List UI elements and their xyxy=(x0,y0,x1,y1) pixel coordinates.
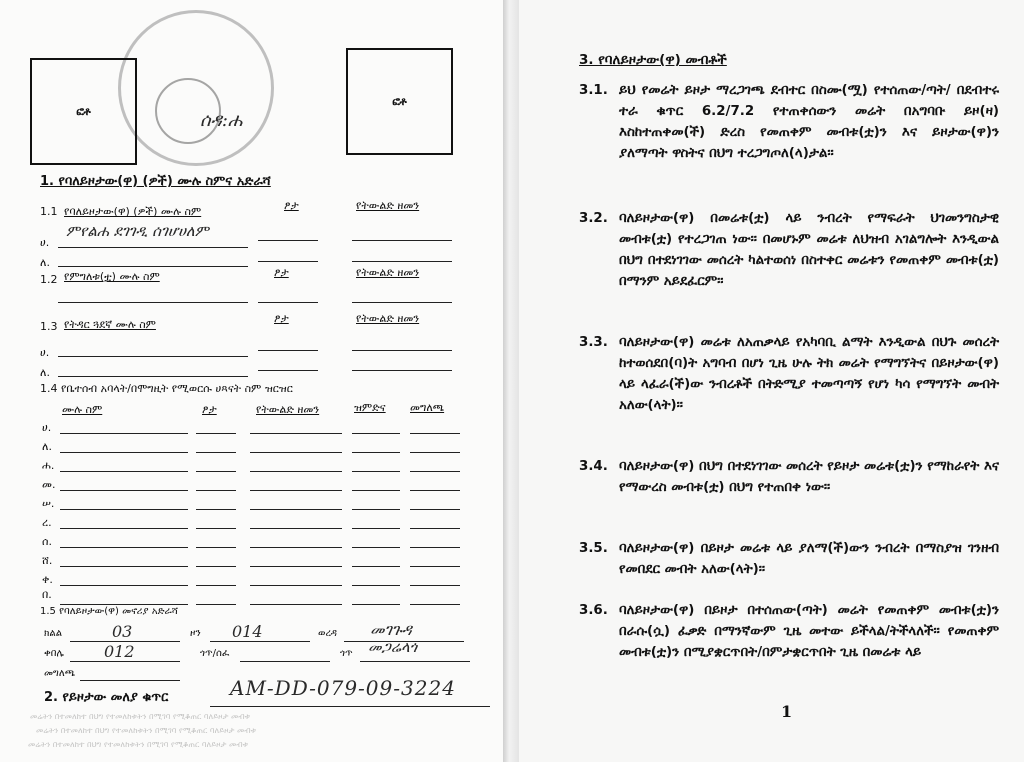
field-line xyxy=(352,261,452,262)
kebele-value: 012 xyxy=(104,642,135,661)
s13-title: የትዳር ጓደኛ ሙሉ ስም xyxy=(64,318,156,331)
family-table-line xyxy=(410,490,460,491)
book-gutter xyxy=(503,0,519,762)
family-table-line xyxy=(410,433,460,434)
family-table-line xyxy=(196,471,236,472)
item-text: ባለይዞታው(ዋ) በይዞታ መሬቱ ላይ ያለማ(ች)ውን ንብረት በማስያዝ ገንዘብ የመበደር መብት አለው(ላት)፡፡ xyxy=(619,541,999,577)
photo-label: ፎቶ xyxy=(76,104,91,118)
photo-box-2 xyxy=(346,48,453,155)
s13-col-sex: ፆታ xyxy=(274,312,289,325)
s14-row-label: ሠ. xyxy=(42,497,55,510)
s14-row-label: ቀ. xyxy=(42,573,53,586)
field-line xyxy=(58,356,248,357)
item-number: 3.2. xyxy=(579,211,608,226)
phone-label: መግለጫ xyxy=(44,668,75,679)
family-table-line xyxy=(60,528,188,529)
family-table-line xyxy=(410,452,460,453)
family-table-line xyxy=(410,471,460,472)
field-line xyxy=(258,240,318,241)
item-text: ባለይዞታው(ዋ) መሬቱ ለአጠቃላይ የአካባቢ ልማት እንዲውል በህጉ መሰረት ከተወሰደበ(ባ)ት አግባብ በሆነ ጊዜ ሁሉ ትክ መሬት የማግኘትና በይዞታው(ዋ) ላይ ላፈራ(ች)ው ንብረቶች በትድሚያ ተመጣጣኝ የሆነ ካሳ የማግኘት መብት አለው(ላት)፡፡ xyxy=(619,335,999,413)
field-line xyxy=(352,350,452,351)
s14-col-remark: መግለጫ xyxy=(410,401,445,414)
family-table-line xyxy=(60,547,188,548)
field-line xyxy=(258,261,318,262)
field-line xyxy=(352,302,452,303)
woreda-value: መገጉዳ xyxy=(370,620,412,639)
right-page xyxy=(519,0,1024,762)
field-line xyxy=(58,247,248,248)
family-table-line xyxy=(250,471,342,472)
family-table-line xyxy=(196,566,236,567)
page-number: 1 xyxy=(781,702,793,721)
family-table-line xyxy=(352,566,400,567)
family-table-line xyxy=(60,566,188,567)
family-table-line xyxy=(196,509,236,510)
s11-col-year: የትውልድ ዘመን xyxy=(356,199,420,212)
s15-title: 1.5 የባለይዞታው(ዋ) መኖሪያ አድራሻ xyxy=(40,606,178,617)
field-line xyxy=(360,661,470,662)
field-line xyxy=(58,266,248,267)
family-table-line xyxy=(196,452,236,453)
s14-row-label: ረ. xyxy=(42,516,52,529)
rights-item xyxy=(579,332,999,416)
family-table-line xyxy=(60,452,188,453)
family-table-line xyxy=(250,452,342,453)
family-table-line xyxy=(60,471,188,472)
s11-row-label: ሀ. xyxy=(40,236,50,249)
s14-row-label: ለ. xyxy=(42,440,52,453)
family-table-line xyxy=(250,604,342,605)
field-line xyxy=(258,370,318,371)
family-table-line xyxy=(196,604,236,605)
field-line xyxy=(58,376,248,377)
family-table-line xyxy=(352,433,400,434)
family-table-line xyxy=(352,509,400,510)
field-line xyxy=(80,680,180,681)
family-table-line xyxy=(250,509,342,510)
family-table-line xyxy=(60,604,188,605)
item-text: ባለይዞታው(ዋ) በመሬቱ(ቷ) ላይ ንብረት የማፍራት ህገመንግስታዊ መብቱ(ቷ) የተረጋገጠ ነው፡፡ በመሆኑም መሬቱ ለህዝብ አገልግሎት እንዲውል በህግ በተደነገገው መሰረት ካልተወሰነ በስተቀር መሬቱን የመጠቀም መብቱ(ቷ) በማንም አይደፈርም፡፡ xyxy=(619,211,999,289)
family-table-line xyxy=(410,509,460,510)
s14-col-year: የትውልድ ዘመን xyxy=(256,403,320,416)
woreda-label: ወረዳ xyxy=(318,628,337,639)
item-text: ባለይዞታው(ዋ) በይዞታ በተሰጠው(ጣት) መሬት የመጠቀም መብቱ(ቷ)ን በራሱ(ሷ) ፈቃድ በማንኛውም ጊዜ መተው ይችላል/ትችላለች፡፡ የመጠቀም መብቱ(ቷ)ን በሚያቋርጥበት/በምታቋርጥበት ጊዜ በመሬቱ ላይ xyxy=(619,603,999,660)
section3-title: 3. የባለይዞታው(ዋ) መብቶች xyxy=(579,52,727,68)
bleed-text: መሬትን በተመለከተ በህግ የተመለከቱትን በሚገባ የሚቆጠር ባለይዞታ መብቱ xyxy=(30,712,250,721)
s12-num: 1.2 xyxy=(40,273,58,286)
s12-title: የምግለቱ(ቷ) ሙሉ ስም xyxy=(64,270,160,283)
parcel-id-handwritten: AM-DD-079-09-3224 xyxy=(230,676,456,700)
field-line xyxy=(70,661,180,662)
rights-item xyxy=(579,456,999,498)
item-number: 3.4. xyxy=(579,459,608,474)
s11-num: 1.1 xyxy=(40,205,58,218)
field-line xyxy=(352,240,452,241)
family-table-line xyxy=(196,585,236,586)
field-line xyxy=(352,370,452,371)
family-table-line xyxy=(410,566,460,567)
family-table-line xyxy=(196,547,236,548)
family-table-line xyxy=(410,604,460,605)
item-number: 3.5. xyxy=(579,541,608,556)
family-table-line xyxy=(410,528,460,529)
family-table-line xyxy=(352,604,400,605)
bleed-text: መሬትን በተመለከተ በህግ የተመለከቱትን በሚገባ የሚቆጠር ባለይዞታ መብቱ xyxy=(28,740,248,749)
field-line xyxy=(258,350,318,351)
s11-row-label: ለ. xyxy=(40,256,50,269)
family-table-line xyxy=(250,566,342,567)
family-table-line xyxy=(352,528,400,529)
s14-col-relation: ዝምድና xyxy=(354,401,386,414)
field-line xyxy=(210,641,310,642)
rights-item xyxy=(579,600,999,663)
holder-name-handwritten: ምየልሐ ደገገዲ ሰገሆሀለም xyxy=(66,222,209,240)
section1-title: 1. የባለይዞታው(ዋ) (ዎች) ሙሉ ስምና አድራሻ xyxy=(40,174,271,189)
family-table-line xyxy=(352,452,400,453)
region-label: ክልል xyxy=(44,628,63,639)
family-table-line xyxy=(60,490,188,491)
bleed-text: መሬትን በተመለከተ በህግ የተመለከቱትን በሚገባ የሚቆጠር ባለይዞታ መብቱ xyxy=(36,726,256,735)
rights-item xyxy=(579,80,999,164)
got-label: ጎጥ/ሰፈ xyxy=(200,648,230,659)
s14-row-label: በ. xyxy=(42,588,52,601)
s14-row-label: ሰ. xyxy=(42,535,52,548)
item-text: ይህ የመሬት ይዞታ ማረጋገጫ ደብተር በስሙ(ሟ) የተሰጠው/ጣት/ በደብተሩ ተራ ቁጥር 6.2/7.2 የተጠቀሰውን መሬት በአግባቡ ይዞ(ዛ) እስከተጠቀመ(ች) ድረስ የመጠቀም መብቱ(ቷ)ን እና ይዞታው(ዋ)ን ያለማጣት ዋስትና በህግ ተረጋግጦለ(ላ)ታል፡፡ xyxy=(619,83,999,161)
family-table-line xyxy=(60,585,188,586)
section2-label: 2. የይዞታው መለያ ቁጥር xyxy=(44,690,169,705)
s14-row-label: ሸ. xyxy=(42,554,53,567)
s11-col-sex: ፆታ xyxy=(284,199,299,212)
family-table-line xyxy=(352,490,400,491)
photo-box-1 xyxy=(30,58,137,165)
kebele-label: ቀበሌ xyxy=(44,648,64,659)
item-number: 3.6. xyxy=(579,603,608,618)
item-number: 3.3. xyxy=(579,335,608,350)
s12-col-sex: ፆታ xyxy=(274,266,289,279)
family-table-line xyxy=(352,471,400,472)
item-text: ባለይዞታው(ዋ) በህግ በተደነገገው መሰረት የይዞታ መሬቱ(ቷ)ን የማከራየት እና የማውረስ መብቱ(ቷ) በህግ የተጠበቀ ነው፡፡ xyxy=(619,459,999,495)
s13-num: 1.3 xyxy=(40,320,58,333)
family-table-line xyxy=(60,433,188,434)
left-page xyxy=(0,0,503,762)
family-table-line xyxy=(250,433,342,434)
s14-col-sex: ፆታ xyxy=(202,403,217,416)
family-table-line xyxy=(250,528,342,529)
s13-row-label: ለ. xyxy=(40,366,50,379)
s14-row-label: መ. xyxy=(42,478,56,491)
family-table-line xyxy=(352,585,400,586)
rights-item xyxy=(579,538,999,580)
s14-row-label: ሀ. xyxy=(42,421,52,434)
field-line xyxy=(58,302,248,303)
region-value: 03 xyxy=(112,622,133,641)
house-value: መጋሬላጎ xyxy=(368,638,418,656)
family-table-line xyxy=(196,433,236,434)
family-table-line xyxy=(196,528,236,529)
family-table-line xyxy=(60,509,188,510)
house-label: ጎጥ xyxy=(340,648,353,659)
family-table-line xyxy=(250,547,342,548)
family-table-line xyxy=(410,547,460,548)
stamp-signature: ሰዳ:ሐ xyxy=(200,110,243,131)
field-line xyxy=(258,302,318,303)
s12-col-year: የትውልድ ዘመን xyxy=(356,266,420,279)
family-table-line xyxy=(196,490,236,491)
s14-col-name: ሙሉ ስም xyxy=(62,403,103,416)
zone-value: 014 xyxy=(232,622,263,641)
rights-item xyxy=(579,208,999,292)
family-table-line xyxy=(250,585,342,586)
field-line xyxy=(240,661,330,662)
s14-row-label: ሐ. xyxy=(42,459,55,472)
family-table-line xyxy=(250,490,342,491)
s13-col-year: የትውልድ ዘመን xyxy=(356,312,420,325)
item-number: 3.1. xyxy=(579,83,608,98)
s13-row-label: ሀ. xyxy=(40,346,50,359)
s11-title: የባለይዞታው(ዋ) (ዎች) ሙሉ ስም xyxy=(64,205,202,218)
family-table-line xyxy=(410,585,460,586)
photo-label: ፎቶ xyxy=(392,94,407,108)
family-table-line xyxy=(352,547,400,548)
zone-label: ዞን xyxy=(190,628,201,639)
s14-title: 1.4 የቤተሰብ አባላት/በሞግዚት የሚወርሱ ሀጻናት ስም ዝርዝር xyxy=(40,382,293,395)
field-line xyxy=(210,706,490,707)
